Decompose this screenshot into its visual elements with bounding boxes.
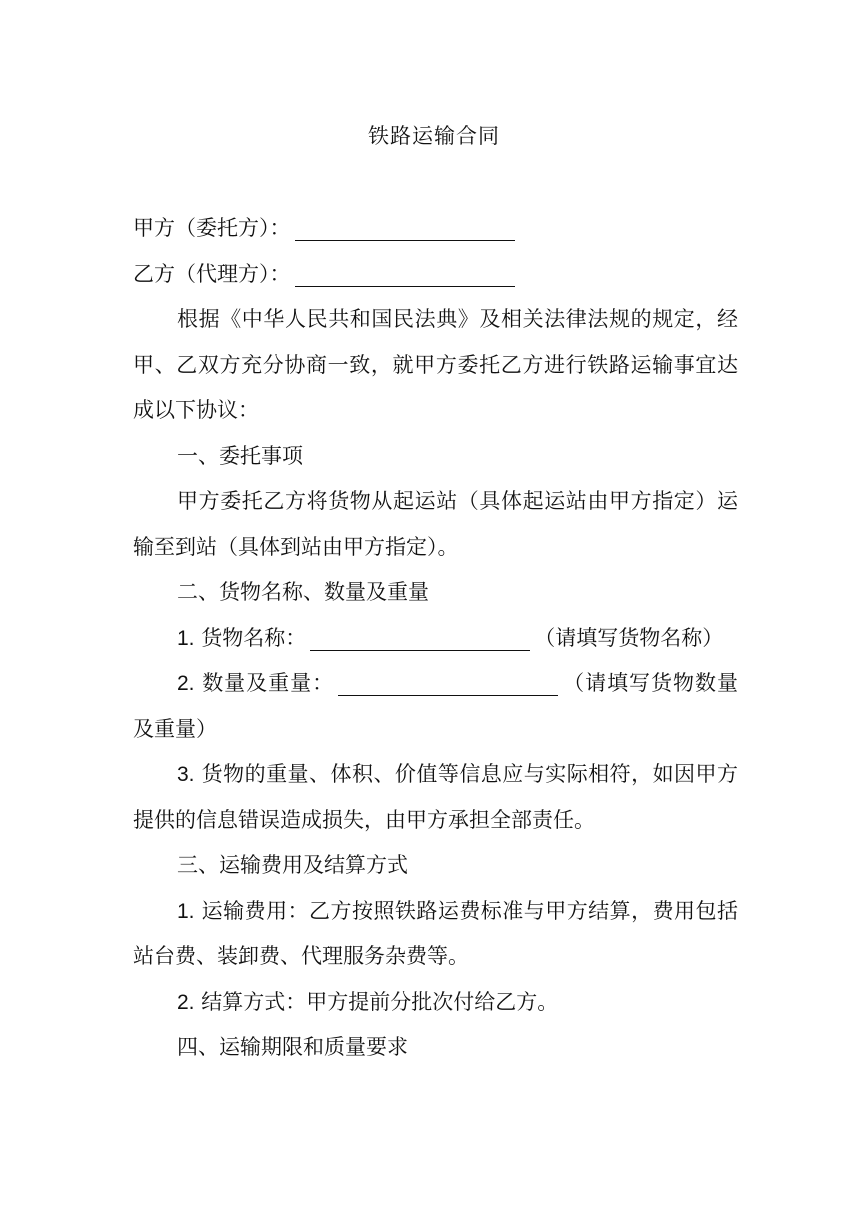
- party-b-line: [133, 252, 738, 298]
- item-number: 3.: [177, 763, 195, 786]
- section-2-heading: 二、货物名称、数量及重量: [177, 580, 429, 604]
- quantity-weight-blank: [338, 667, 558, 696]
- item-text: 运输费用：乙方按照铁路运费标准与甲方结算，费用包括站台费、装卸费、代理服务杂费等。: [133, 898, 738, 968]
- goods-name-blank: [310, 622, 530, 651]
- section-3-item-1: [133, 889, 738, 980]
- section-2-item-1: [133, 616, 738, 662]
- item-text: 结算方式：甲方提前分批次付给乙方。: [201, 989, 559, 1014]
- party-a-blank: [295, 212, 515, 241]
- item-number: 2.: [177, 990, 195, 1014]
- page-title: 铁路运输合同: [368, 124, 500, 148]
- item-number: 2.: [177, 672, 195, 695]
- intro-paragraph: 根据《中华人民共和国民法典》及相关法律法规的规定，经甲、乙双方充分协商一致，就甲方委托乙方进行铁路运输事宜达成以下协议：: [133, 307, 738, 422]
- item-number: 1.: [177, 626, 195, 650]
- section-2-item-2: [133, 661, 738, 752]
- contract-body: [133, 206, 738, 1071]
- party-a-line: [133, 206, 738, 252]
- item-number: 1.: [177, 899, 195, 923]
- party-b-blank: [295, 258, 515, 287]
- item-hint: （请填写货物名称）: [534, 625, 724, 650]
- item-hint: （请填写货物数量及重量）: [133, 671, 739, 741]
- item-label: 数量及重量：: [202, 671, 335, 695]
- party-a-label: 甲方（委托方）：: [133, 216, 291, 240]
- section-1-heading: 一、委托事项: [177, 443, 303, 468]
- item-label: 货物名称：: [201, 625, 307, 650]
- section-1-paragraph: 甲方委托乙方将货物从起运站（具体起运站由甲方指定）运输至到站（具体到站由甲方指定）。: [133, 489, 738, 559]
- section-3-item-2: [133, 980, 738, 1026]
- section-2-item-3: [133, 752, 738, 843]
- party-b-label: 乙方（代理方）：: [133, 261, 291, 286]
- section-3-heading: 三、运输费用及结算方式: [177, 853, 408, 877]
- section-4-heading: 四、运输期限和质量要求: [177, 1035, 408, 1059]
- item-text: 货物的重量、体积、价值等信息应与实际相符，如因甲方提供的信息错误造成损失，由甲方承担全部责任。: [133, 762, 738, 832]
